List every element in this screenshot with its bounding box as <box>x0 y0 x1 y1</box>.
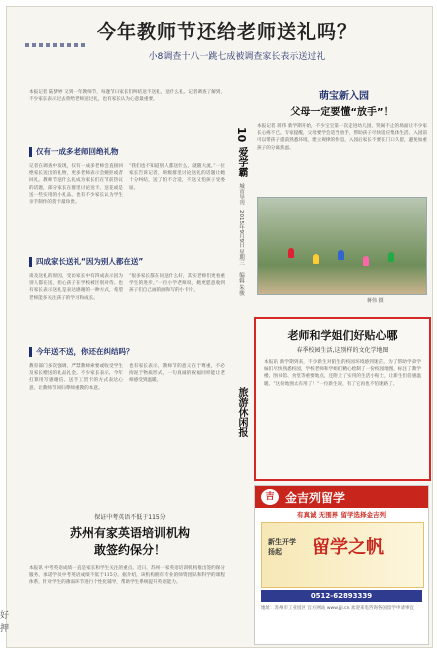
headline-decoration <box>25 43 85 47</box>
section-heading-3: 今年送不送，你还在纠结吗？ <box>29 347 134 357</box>
highlighted-body: 本报讯 新学期到来，不少新生对陌生的校园环境感到迷茫。为了帮助学弟学妹们尽快熟悉校园，学校老师和学姐们精心绘制了一份校园地图，标注了教学楼、图书馆、食堂等重要地点，还附上了实用的生活小贴士，让新生们倍感温暖。“这份地图太有用了！”一位新生说，有了它再也不怕迷路了。 <box>264 360 421 387</box>
photo-figure <box>288 248 294 258</box>
side-stub-text: 好押 <box>0 611 10 634</box>
ad-feature-panel <box>261 522 424 588</box>
ad-feature-headline: 留学之帆 <box>312 537 384 558</box>
article-paragraph-3: 教育部门多次强调，严禁教师索要或收受学生及家长赠送的礼品礼金。不少家长表示，今年打算用写感谢信、送手工贺卡的方式表达心意，让教师节回归尊师重教的本意。 <box>29 364 123 391</box>
editor-credit: 编辑 朱骏 <box>238 271 244 296</box>
article-paragraph-mid-1: “我们也不知道别人都送什么，就随大流。”一位家长告诉记者，班级群里讨论送礼的话题让她十分纠结，送了怕不合适，不送又怕孩子受委屈。 <box>129 164 225 191</box>
newspaper-page <box>6 6 433 648</box>
section-heading-1: 仅有一成多老师回绝礼物 <box>29 147 119 157</box>
subhead: 小8调查十八一跳七成被调查家长表示送过礼 <box>148 52 326 62</box>
right-article-body: 本报记者 蒋伟 新学期开始，不少宝宝第一次走进幼儿园，哭闹不止的场面让不少家长心疼不已。专家提醒，父母要学会适当放手，帮助孩子尽快适应集体生活。入园前可以带孩子提前熟悉环境，建立规律的作息，入园后家长不要在门口久留，避免加重孩子的分离焦虑。 <box>257 124 427 151</box>
study-abroad-ad <box>254 485 429 645</box>
photo-figure <box>338 250 344 260</box>
ad-slogan: 有真诚 无围界 留学选择金吉列 <box>296 511 387 519</box>
article-paragraph-mid-2: “很多家长都在问送什么好，其实老师们更看重学生的进步。”一位小学老师说，她更愿意收到孩子们自己画的画和写的小卡片。 <box>129 274 225 294</box>
photo-figure <box>363 256 369 266</box>
ad-feature-lead-line-1: 新生开学 <box>268 538 296 546</box>
photo-caption: 蒋伟 摄 <box>367 298 384 304</box>
page-number: 10 <box>235 126 248 142</box>
article-paragraph-mid-3: 也有家长表示，教师节的意义在于尊重，不必拘泥于物质形式，一句真诚的祝福同样能让老师感受到温暖。 <box>129 364 225 384</box>
section-subtitle: 城市导刊 <box>238 182 244 205</box>
highlighted-title: 老师和学姐们好贴心哪 <box>287 329 398 342</box>
photo-figure <box>388 252 394 262</box>
bottom-article-kicker: 保证中考英语不低于115分 <box>94 514 166 521</box>
right-article-title-2: 父母一定要懂“放手”！ <box>290 107 394 118</box>
bottom-article-title-line-1: 苏州有家英语培训机构 <box>69 526 190 540</box>
article-intro: 本报记者 陆梦婷 又到一年教师节，每逢节日家长们纠结送不送礼，送什么礼。记者调查了解到，不少家长表示过去曾给老师送过礼，也有家长认为心意最重要。 <box>29 90 225 103</box>
ad-brand: 金吉列留学 <box>285 491 346 505</box>
bottom-article-title-line-2: 敢签约保分！ <box>93 543 166 557</box>
issue-date: 2015年9月9日 星期三 <box>238 210 244 267</box>
section-title: 爱学霸 <box>236 147 247 178</box>
bottom-article-title <box>35 525 225 559</box>
article-paragraph-2: 谈及送礼的原因，受访家长中有四成表示因为别人都在送，担心孩子在学校被区别对待。也有家长表示送礼是表达感谢的一种方式，希望老师能多关注孩子的学习和成长。 <box>29 274 123 301</box>
section-heading-2: 四成家长送礼“因为别人都在送” <box>29 257 143 267</box>
ad-logo-icon: 吉 <box>261 489 279 505</box>
bottom-article-body: 本报讯 中考英语成绩一直是家长和学生关注的重点。近日，苏州一家英语培训机构推出签约保分服务，承诺学员中考英语成绩不低于115分。据介绍，该机构拥有专业的师资团队和科学的课程体系，针对学生的薄弱环节进行个性化辅导，帮助学生系统提升英语能力。 <box>29 566 225 586</box>
ad-phone: 0512-62893339 <box>261 590 422 602</box>
article-paragraph-1: 记者在调查中发现，仅有一成多老师会直接回绝家长送出的礼物，更多老师表示会婉拒或者回礼。教师节送什么礼成为家长们在节前热议的话题，部分家长在群里讨论送卡、送花或是送一些实用的小礼品，也有不少家长认为学生亲手制作的贺卡最珍贵。 <box>29 164 123 206</box>
right-article-title-1: 萌宝新入园 <box>319 91 369 102</box>
ad-feature-lead <box>268 537 296 557</box>
ad-footer-text: 地址：苏州市工业园区 官方网站 www.jjl.cn 欢迎来电咨询各国留学申请事宜 <box>261 606 414 611</box>
kindergarten-photo <box>257 197 427 295</box>
section-band <box>233 111 249 311</box>
ad-feature-lead-line-2: 扬起 <box>268 548 282 556</box>
headline: 今年教师节还给老师送礼吗？ <box>96 21 357 43</box>
highlighted-subtitle: 春季校园生活,这别样的文化学地图 <box>296 347 389 354</box>
highlighted-article <box>254 317 431 481</box>
photo-figure <box>313 254 319 264</box>
paper-name: 旅游休闲报 <box>236 387 247 437</box>
